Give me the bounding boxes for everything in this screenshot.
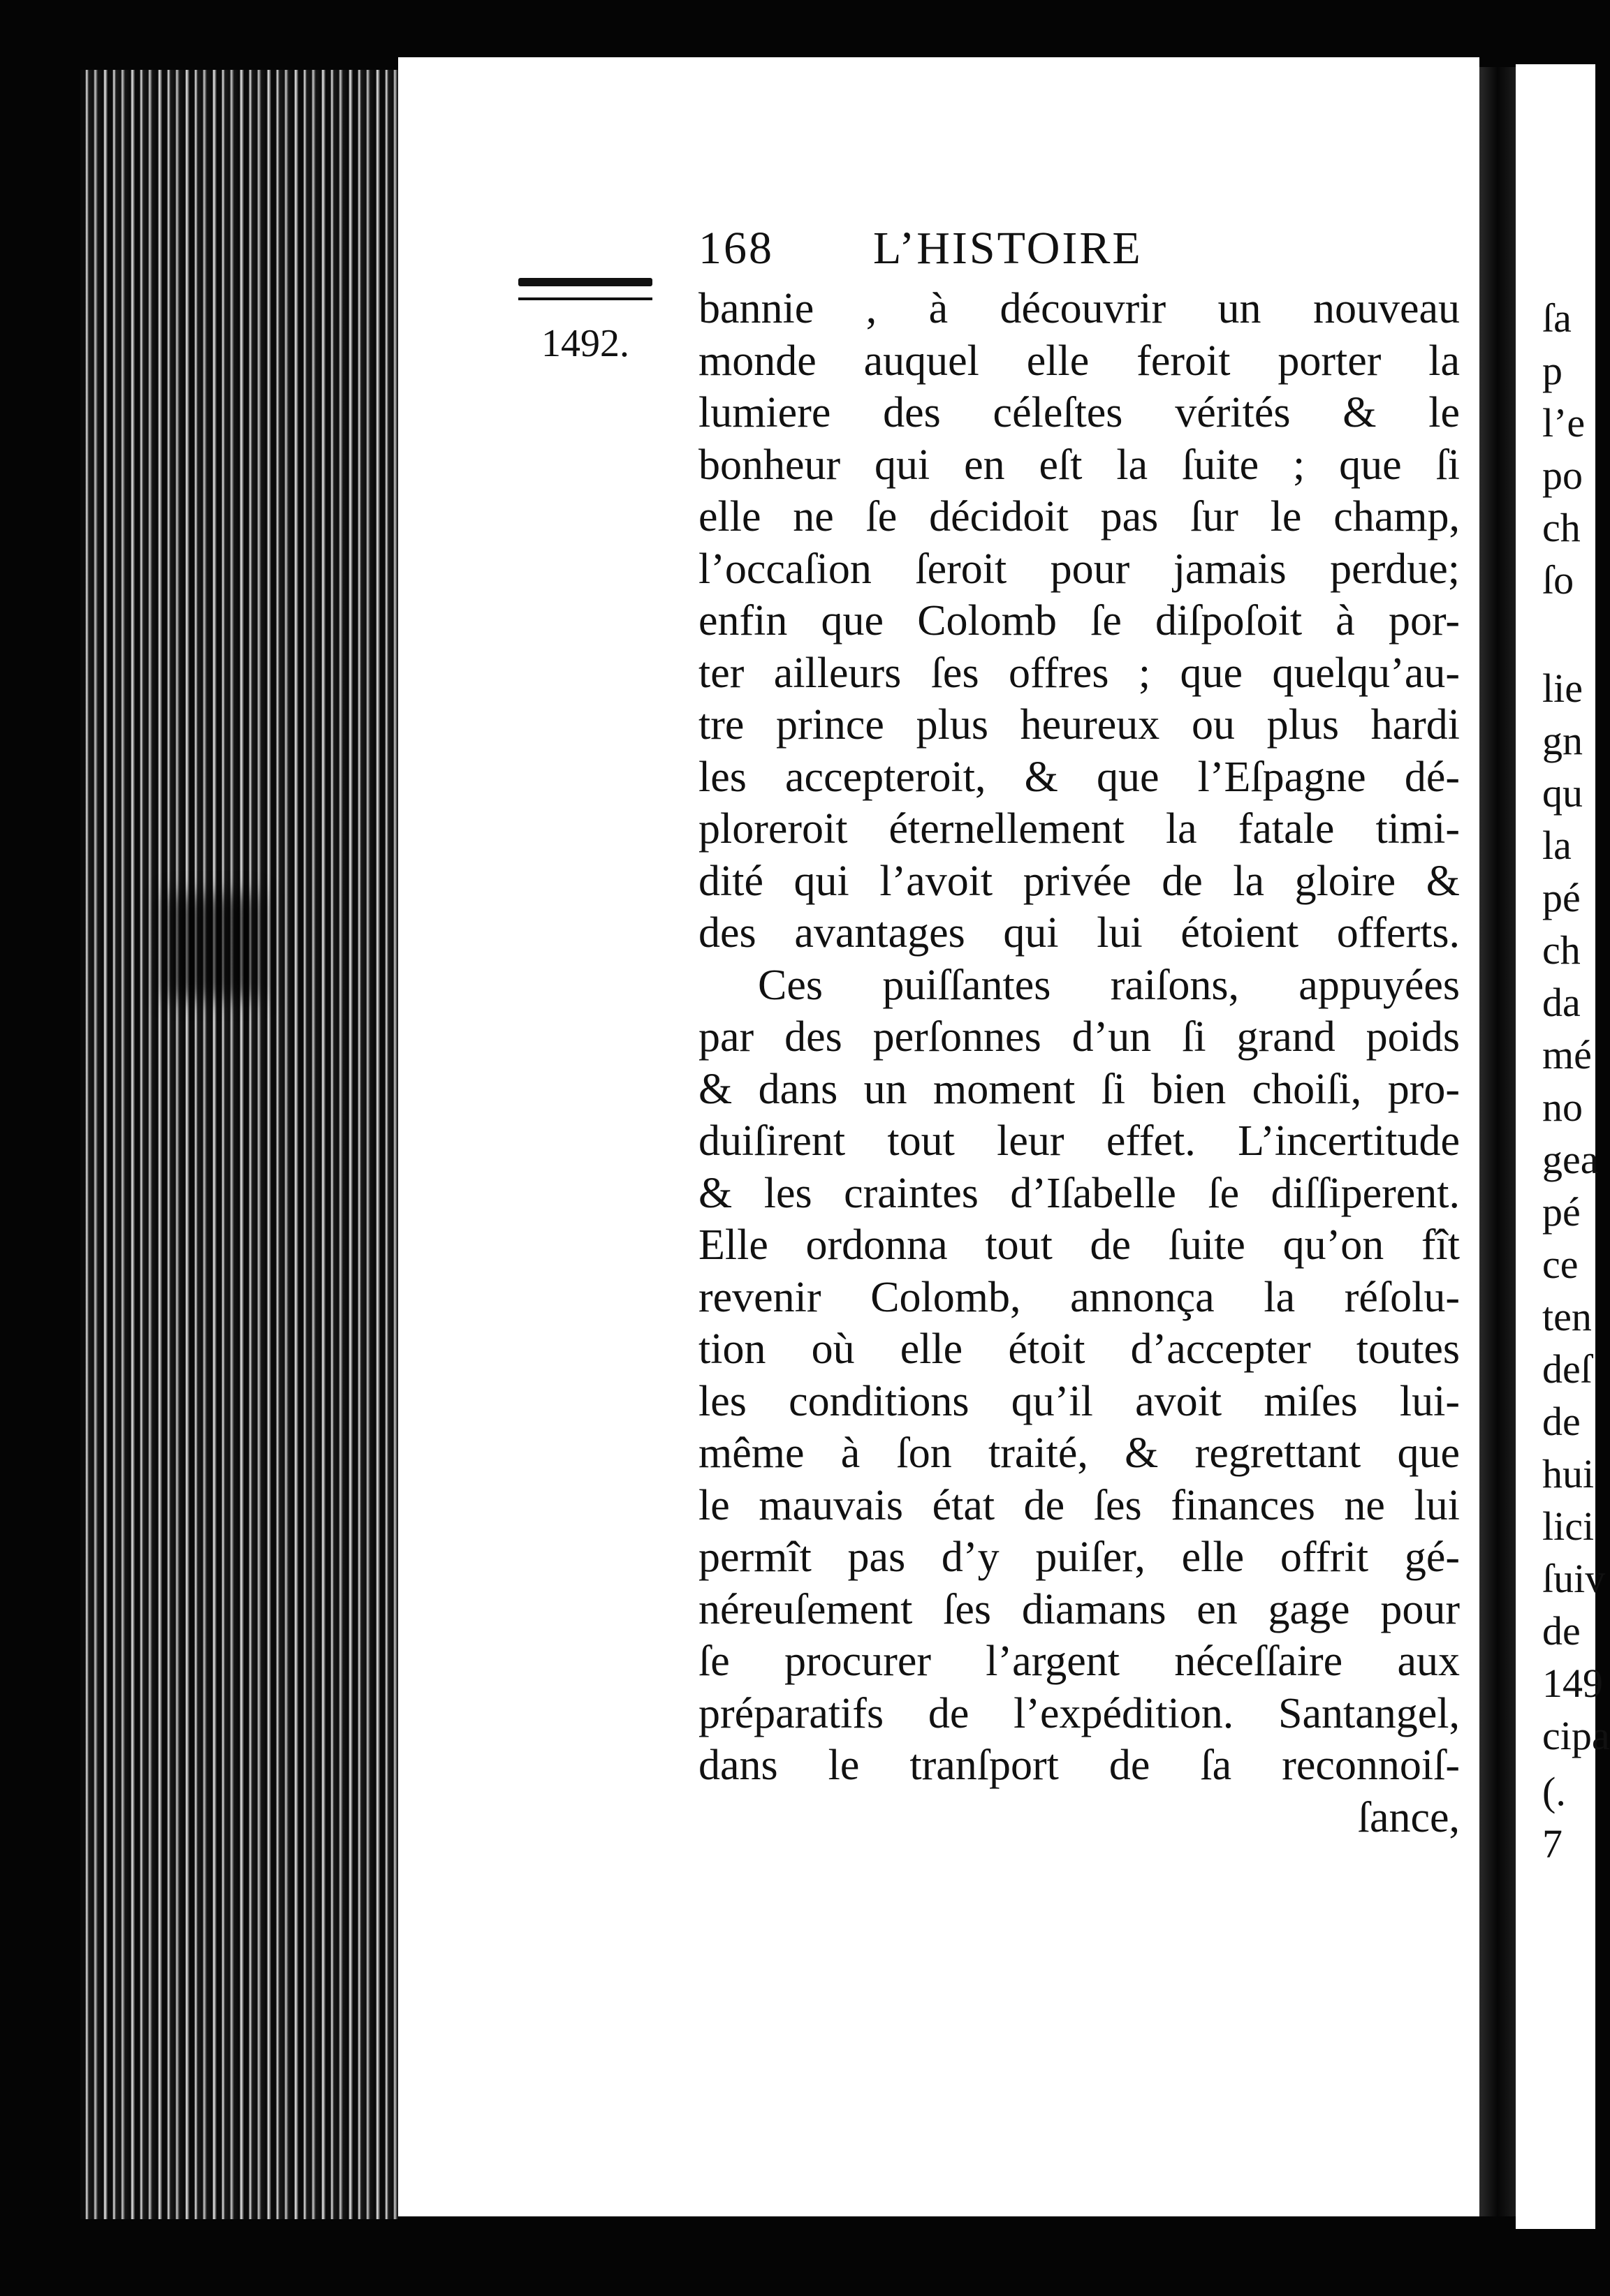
facing-page-fragment: mé	[1542, 1032, 1592, 1077]
text-line: elle ne ſe décidoit pas ſur le champ,	[698, 493, 1460, 540]
text-line: permît pas d’y puiſer, elle offrit gé-	[698, 1533, 1460, 1581]
book-fore-edge	[80, 70, 398, 2219]
text-line: Elle ordonna tout de ſuite qu’on fît	[698, 1221, 1460, 1269]
facing-page-fragment: gn	[1542, 718, 1583, 763]
text-line: lumiere des céleſtes vérités & le	[698, 389, 1460, 436]
text-line: même à ſon traité, & regrettant que	[698, 1429, 1460, 1477]
facing-page-fragment: de	[1542, 1608, 1581, 1654]
facing-page-fragment: ſo	[1542, 557, 1574, 603]
facing-page-edge	[1516, 64, 1610, 2229]
book-gutter	[1479, 67, 1516, 2216]
facing-page-fragment: 7	[1542, 1821, 1563, 1867]
text-line: duiſirent tout leur effet. L’incertitude	[698, 1117, 1460, 1165]
text-line: le mauvais état de ſes finances ne lui	[698, 1481, 1460, 1529]
facing-page-fragment: ch	[1542, 505, 1581, 550]
facing-page-fragment: lie	[1542, 665, 1583, 711]
facing-page-fragment: ſa	[1542, 295, 1572, 341]
facing-page-fragment: pé	[1542, 875, 1581, 920]
text-line: dité qui l’avoit privée de la gloire &	[698, 857, 1460, 905]
text-line: & les craintes d’Iſabelle ſe diſſiperent.	[698, 1169, 1460, 1217]
facing-page-fragment: deſ	[1542, 1346, 1592, 1392]
margin-rule-thin	[518, 297, 652, 300]
facing-page-fragment: la	[1542, 823, 1572, 868]
text-line: les conditions qu’il avoit miſes lui-	[698, 1377, 1460, 1425]
text-line: néreuſement ſes diamans en gage pour	[698, 1585, 1460, 1633]
facing-page-fragment: 149	[1542, 1661, 1603, 1706]
facing-page-fragment: (.	[1542, 1769, 1566, 1814]
text-line: revenir Colomb, annonça la réſolu-	[698, 1273, 1460, 1321]
facing-page-fragment: ſuiv	[1542, 1556, 1606, 1601]
text-line: par des perſonnes d’un ſi grand poids	[698, 1013, 1460, 1061]
facing-page-fragment: p	[1542, 348, 1563, 393]
text-line: ter ailleurs ſes offres ; que quelqu’au-	[698, 649, 1460, 697]
text-line: enfin que Colomb ſe diſpoſoit à por-	[698, 597, 1460, 645]
text-line: & dans un moment ſi bien choiſi, pro-	[698, 1065, 1460, 1113]
facing-page-fragment: cipa	[1542, 1713, 1610, 1758]
facing-page-fragment: lici	[1542, 1503, 1595, 1549]
text-line: monde auquel elle feroit porter la	[698, 337, 1460, 385]
text-line: ſe procurer l’argent néceſſaire aux	[698, 1638, 1460, 1685]
text-line: bannie , à découvrir un nouveau	[698, 285, 1460, 332]
facing-page-fragment: da	[1542, 980, 1581, 1025]
facing-page-fragment: hui	[1542, 1451, 1595, 1496]
facing-page-fragment: pé	[1542, 1189, 1581, 1235]
text-line: l’occaſion ſeroit pour jamais perdue;	[698, 545, 1460, 593]
text-line: des avantages qui lui étoient offerts.	[698, 909, 1460, 957]
facing-page-fragment: gea	[1542, 1137, 1599, 1182]
text-line: dans le tranſport de ſa reconnoiſ-	[698, 1742, 1460, 1789]
page-number: 168	[698, 223, 774, 274]
running-head	[698, 222, 1143, 275]
text-line: les accepteroit, & que l’Eſpagne dé-	[698, 753, 1460, 801]
facing-page-fragment: ce	[1542, 1242, 1579, 1287]
paragraph-start-line: Ces puiſſantes raiſons, appuyées	[758, 961, 1460, 1009]
text-line: préparatifs de l’expédition. Santangel,	[698, 1689, 1460, 1737]
running-title: L’HISTOIRE	[873, 223, 1143, 274]
catchword-line: ſance,	[1357, 1793, 1460, 1841]
facing-page-fragment: de	[1542, 1399, 1581, 1444]
margin-rule	[518, 278, 652, 286]
text-line: tre prince plus heureux ou plus hardi	[698, 701, 1460, 749]
text-line: bonheur qui en eſt la ſuite ; que ſi	[698, 441, 1460, 489]
text-line: tion où elle étoit d’accepter toutes	[698, 1325, 1460, 1373]
margin-date: 1492.	[541, 322, 629, 365]
facing-page-fragment: qu	[1542, 770, 1583, 816]
facing-page-fragment: no	[1542, 1084, 1583, 1130]
body-text	[698, 283, 1460, 1844]
facing-page-fragment: ten	[1542, 1294, 1592, 1339]
text-line: ploreroit éternellement la fatale timi-	[698, 805, 1460, 853]
facing-page-fragment: l’e	[1542, 400, 1586, 446]
facing-page-fragment: po	[1542, 452, 1583, 498]
facing-page-fragment: ch	[1542, 927, 1581, 973]
